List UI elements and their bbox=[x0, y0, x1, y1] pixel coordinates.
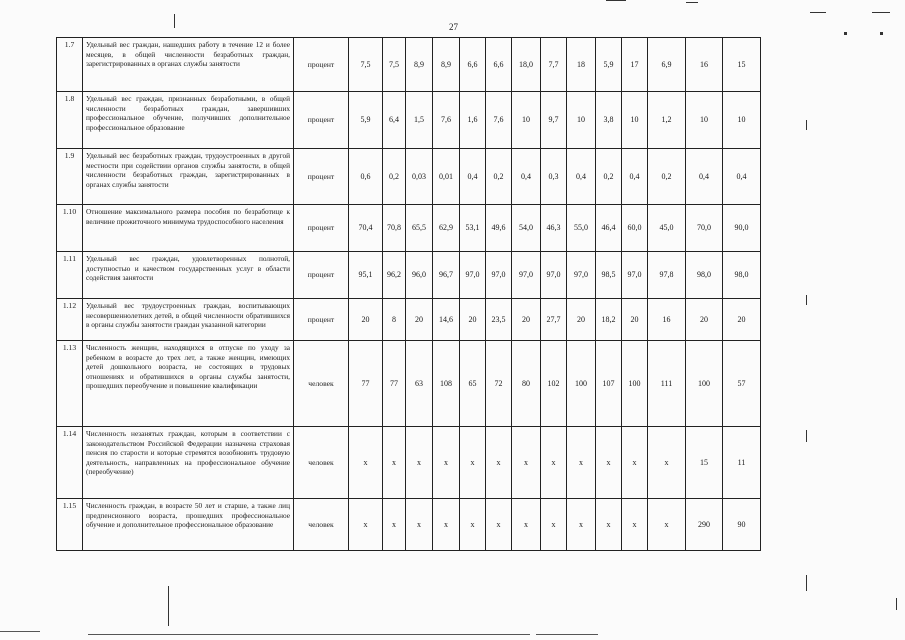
value-cell: 62,9 bbox=[433, 205, 460, 252]
value-cell: 60,0 bbox=[622, 205, 648, 252]
value-cell: x bbox=[512, 499, 541, 551]
value-cell: 1,2 bbox=[648, 92, 686, 149]
value-cell: 65 bbox=[460, 341, 486, 427]
value-cell: 15 bbox=[723, 38, 761, 92]
value-cell: 0,2 bbox=[486, 149, 512, 205]
value-cell: 49,6 bbox=[486, 205, 512, 252]
value-cell: 18,0 bbox=[512, 38, 541, 92]
value-cell: 96,0 bbox=[406, 252, 433, 299]
value-cell: 55,0 bbox=[567, 205, 596, 252]
value-cell: x bbox=[349, 427, 383, 499]
value-cell: 0,4 bbox=[723, 149, 761, 205]
table-row bbox=[57, 149, 761, 205]
value-cell: x bbox=[648, 427, 686, 499]
value-cell: 20 bbox=[686, 299, 723, 341]
value-cell: 0,4 bbox=[567, 149, 596, 205]
value-cell: 20 bbox=[460, 299, 486, 341]
value-cell: 16 bbox=[686, 38, 723, 92]
value-cell: x bbox=[567, 427, 596, 499]
table-row bbox=[57, 252, 761, 299]
value-cell: 1,5 bbox=[406, 92, 433, 149]
value-cell: 0,2 bbox=[383, 149, 406, 205]
value-cell: 46,3 bbox=[541, 205, 567, 252]
scan-mark bbox=[806, 575, 807, 591]
value-cell: x bbox=[541, 427, 567, 499]
value-cell: x bbox=[460, 427, 486, 499]
value-cell: 108 bbox=[433, 341, 460, 427]
value-cell: 8,9 bbox=[433, 38, 460, 92]
value-cell: 14,6 bbox=[433, 299, 460, 341]
value-cell: x bbox=[383, 427, 406, 499]
table-row bbox=[57, 38, 761, 92]
value-cell: 20 bbox=[622, 299, 648, 341]
value-cell: x bbox=[486, 427, 512, 499]
unit-cell: процент bbox=[294, 205, 349, 252]
indicator-name: Численность женщин, находящихся в отпуске по уходу за ребенком в возрасте до трех лет, а также женщин, имеющих детей дошкольного возраста, не состоящих в трудовых отношениях и обратившихся в органы службы занятости, прошедших переобучение и повышение квалификации bbox=[83, 341, 294, 427]
row-number: 1.7 bbox=[57, 38, 83, 92]
value-cell: 72 bbox=[486, 341, 512, 427]
value-cell: 77 bbox=[349, 341, 383, 427]
value-cell: 0,03 bbox=[406, 149, 433, 205]
value-cell: 18 bbox=[567, 38, 596, 92]
value-cell: 0,4 bbox=[512, 149, 541, 205]
value-cell: 98,0 bbox=[686, 252, 723, 299]
value-cell: 10 bbox=[567, 92, 596, 149]
value-cell: 97,0 bbox=[512, 252, 541, 299]
indicator-name: Удельный вес граждан, нашедших работу в течение 12 и более месяцев, в общей численности безработных граждан, зарегистрированных в органах службы занятости bbox=[83, 38, 294, 92]
value-cell: 5,9 bbox=[349, 92, 383, 149]
value-cell: 54,0 bbox=[512, 205, 541, 252]
value-cell: 7,5 bbox=[383, 38, 406, 92]
value-cell: 7,6 bbox=[433, 92, 460, 149]
page-number: 27 bbox=[449, 22, 458, 32]
value-cell: 96,7 bbox=[433, 252, 460, 299]
value-cell: 107 bbox=[596, 341, 622, 427]
value-cell: 0,6 bbox=[349, 149, 383, 205]
value-cell: 20 bbox=[567, 299, 596, 341]
value-cell: x bbox=[406, 499, 433, 551]
value-cell: x bbox=[349, 499, 383, 551]
value-cell: 3,8 bbox=[596, 92, 622, 149]
value-cell: x bbox=[486, 499, 512, 551]
value-cell: 77 bbox=[383, 341, 406, 427]
value-cell: 97,0 bbox=[541, 252, 567, 299]
value-cell: 111 bbox=[648, 341, 686, 427]
value-cell: x bbox=[567, 499, 596, 551]
value-cell: 18,2 bbox=[596, 299, 622, 341]
value-cell: 100 bbox=[686, 341, 723, 427]
table-row bbox=[57, 341, 761, 427]
value-cell: 57 bbox=[723, 341, 761, 427]
value-cell: 17 bbox=[622, 38, 648, 92]
value-cell: 6,6 bbox=[486, 38, 512, 92]
value-cell: 9,7 bbox=[541, 92, 567, 149]
value-cell: 98,0 bbox=[723, 252, 761, 299]
value-cell: 0,2 bbox=[596, 149, 622, 205]
value-cell: 98,5 bbox=[596, 252, 622, 299]
table-row bbox=[57, 499, 761, 551]
bottom-scan-line bbox=[88, 634, 530, 635]
value-cell: 0,2 bbox=[648, 149, 686, 205]
value-cell: x bbox=[406, 427, 433, 499]
scan-mark bbox=[806, 295, 807, 305]
value-cell: 11 bbox=[723, 427, 761, 499]
indicators-table bbox=[56, 37, 761, 551]
value-cell: x bbox=[512, 427, 541, 499]
value-cell: 100 bbox=[567, 341, 596, 427]
value-cell: 80 bbox=[512, 341, 541, 427]
value-cell: x bbox=[622, 499, 648, 551]
unit-cell: человек bbox=[294, 427, 349, 499]
value-cell: 53,1 bbox=[460, 205, 486, 252]
value-cell: 10 bbox=[622, 92, 648, 149]
value-cell: 100 bbox=[622, 341, 648, 427]
unit-cell: процент bbox=[294, 252, 349, 299]
scan-mark bbox=[872, 12, 890, 13]
unit-cell: процент bbox=[294, 92, 349, 149]
value-cell: 27,7 bbox=[541, 299, 567, 341]
value-cell: 6,9 bbox=[648, 38, 686, 92]
value-cell: 70,4 bbox=[349, 205, 383, 252]
row-number: 1.10 bbox=[57, 205, 83, 252]
unit-cell: процент bbox=[294, 149, 349, 205]
value-cell: 20 bbox=[512, 299, 541, 341]
row-number: 1.15 bbox=[57, 499, 83, 551]
scan-mark bbox=[806, 120, 807, 130]
table-row bbox=[57, 299, 761, 341]
value-cell: 20 bbox=[349, 299, 383, 341]
value-cell: 10 bbox=[723, 92, 761, 149]
indicator-name: Удельный вес граждан, признанных безработными, в общей численности безработных граждан, завершивших профессиональное обучение, получивших дополнительное профессиональное образование bbox=[83, 92, 294, 149]
table-row bbox=[57, 427, 761, 499]
row-number: 1.9 bbox=[57, 149, 83, 205]
value-cell: 63 bbox=[406, 341, 433, 427]
value-cell: 10 bbox=[512, 92, 541, 149]
value-cell: 8 bbox=[383, 299, 406, 341]
indicator-name: Удельный вес безработных граждан, трудоустроенных в другой местности при содействии органов службы занятости, в общей численности безработных граждан, зарегистрированных в органах службы занятости bbox=[83, 149, 294, 205]
value-cell: x bbox=[433, 427, 460, 499]
row-number: 1.11 bbox=[57, 252, 83, 299]
scan-mark bbox=[806, 430, 807, 442]
scan-mark bbox=[174, 14, 175, 28]
unit-cell: процент bbox=[294, 299, 349, 341]
value-cell: 102 bbox=[541, 341, 567, 427]
value-cell: 90,0 bbox=[723, 205, 761, 252]
value-cell: 0,3 bbox=[541, 149, 567, 205]
value-cell: 20 bbox=[406, 299, 433, 341]
value-cell: 0,01 bbox=[433, 149, 460, 205]
value-cell: 65,5 bbox=[406, 205, 433, 252]
value-cell: 97,0 bbox=[567, 252, 596, 299]
value-cell: 7,6 bbox=[486, 92, 512, 149]
indicator-name: Удельный вес граждан, удовлетворенных полнотой, доступностью и качеством государственных услуг в области содействия занятости bbox=[83, 252, 294, 299]
value-cell: 90 bbox=[723, 499, 761, 551]
unit-cell: человек bbox=[294, 499, 349, 551]
indicator-name: Численность граждан, в возрасте 50 лет и старше, а также лиц предпенсионного возраста, прошедших профессиональное обучение и дополнительное профессиональное образование bbox=[83, 499, 294, 551]
value-cell: 45,0 bbox=[648, 205, 686, 252]
value-cell: 70,8 bbox=[383, 205, 406, 252]
bottom-scan-line bbox=[536, 634, 598, 635]
value-cell: x bbox=[383, 499, 406, 551]
value-cell: 7,5 bbox=[349, 38, 383, 92]
value-cell: 97,0 bbox=[460, 252, 486, 299]
table-row bbox=[57, 92, 761, 149]
row-number: 1.8 bbox=[57, 92, 83, 149]
scan-mark bbox=[880, 32, 883, 35]
indicator-name: Численность незанятых граждан, которым в соответствии с законодательством Российской Федерации назначена страховая пенсия по старости и которые стремятся возобновить трудовую деятельность, направленных на профессиональное обучение (переобучение) bbox=[83, 427, 294, 499]
scan-mark bbox=[168, 586, 169, 626]
value-cell: 7,7 bbox=[541, 38, 567, 92]
value-cell: x bbox=[596, 427, 622, 499]
value-cell: x bbox=[648, 499, 686, 551]
value-cell: 6,6 bbox=[460, 38, 486, 92]
scan-mark bbox=[896, 598, 897, 610]
value-cell: 0,4 bbox=[622, 149, 648, 205]
bottom-scan-line bbox=[0, 631, 40, 632]
row-number: 1.14 bbox=[57, 427, 83, 499]
value-cell: 6,4 bbox=[383, 92, 406, 149]
value-cell: 96,2 bbox=[383, 252, 406, 299]
value-cell: 0,4 bbox=[686, 149, 723, 205]
scan-mark bbox=[810, 12, 826, 13]
value-cell: 97,0 bbox=[486, 252, 512, 299]
scan-mark bbox=[844, 32, 847, 35]
value-cell: 97,0 bbox=[622, 252, 648, 299]
indicator-name: Отношение максимального размера пособия по безработице к величине прожиточного минимума трудоспособного населения bbox=[83, 205, 294, 252]
value-cell: 1,6 bbox=[460, 92, 486, 149]
value-cell: 8,9 bbox=[406, 38, 433, 92]
scan-mark bbox=[606, 0, 626, 1]
value-cell: x bbox=[541, 499, 567, 551]
value-cell: 15 bbox=[686, 427, 723, 499]
value-cell: 70,0 bbox=[686, 205, 723, 252]
value-cell: x bbox=[460, 499, 486, 551]
row-number: 1.13 bbox=[57, 341, 83, 427]
scan-mark bbox=[686, 2, 698, 3]
value-cell: x bbox=[433, 499, 460, 551]
row-number: 1.12 bbox=[57, 299, 83, 341]
value-cell: 97,8 bbox=[648, 252, 686, 299]
value-cell: 16 bbox=[648, 299, 686, 341]
unit-cell: человек bbox=[294, 341, 349, 427]
value-cell: x bbox=[596, 499, 622, 551]
value-cell: 5,9 bbox=[596, 38, 622, 92]
value-cell: 10 bbox=[686, 92, 723, 149]
value-cell: 20 bbox=[723, 299, 761, 341]
value-cell: 290 bbox=[686, 499, 723, 551]
table-row bbox=[57, 205, 761, 252]
indicator-name: Удельный вес трудоустроенных граждан, воспитывающих несовершеннолетних детей, в общей численности обратившихся в органы службы занятости граждан указанной категории bbox=[83, 299, 294, 341]
value-cell: 95,1 bbox=[349, 252, 383, 299]
value-cell: 23,5 bbox=[486, 299, 512, 341]
value-cell: x bbox=[622, 427, 648, 499]
value-cell: 0,4 bbox=[460, 149, 486, 205]
unit-cell: процент bbox=[294, 38, 349, 92]
value-cell: 46,4 bbox=[596, 205, 622, 252]
